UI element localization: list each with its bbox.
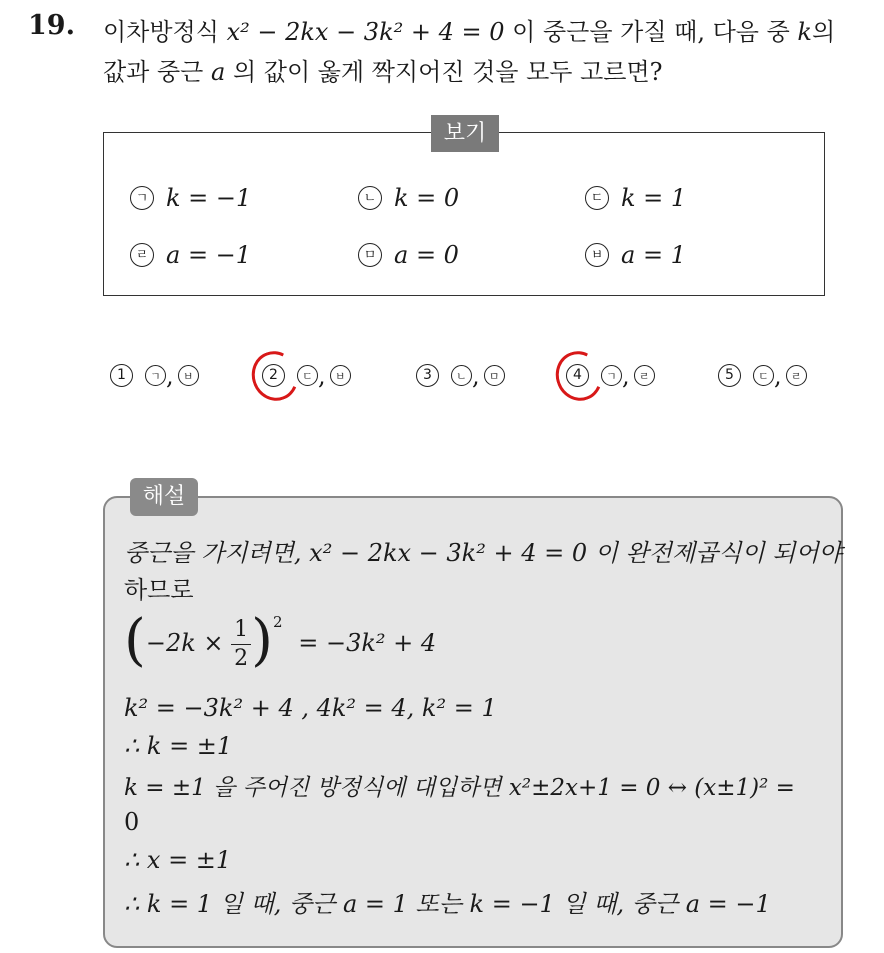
bogi-item-text: k = 1: [621, 184, 687, 212]
solution-line-9: ∴ k = 1 일 때, 중근 a = 1 또는 k = −1 일 때, 중근 a = −1: [124, 890, 771, 918]
solution-line-7: 0: [124, 808, 140, 836]
answer-choice-2[interactable]: 2 ㄷ , ㅂ: [262, 362, 351, 390]
solution-line-6: k = ±1 을 주어진 방정식에 대입하면 x²±2x+1 = 0 ↔ (x±1)² =: [124, 775, 795, 801]
fraction-numerator: 1: [231, 616, 251, 645]
answer-choice-1[interactable]: 1 ㄱ , ㅂ: [110, 362, 199, 390]
solution-line-1: 중근을 가지려면, x² − 2kx − 3k² + 4 = 0 이 완전제곱식이 되어야: [124, 539, 842, 567]
choice-number: 3: [416, 364, 439, 387]
bogi-item: [585, 241, 686, 269]
solution-expression: −2k ×: [145, 629, 224, 657]
choice-marker: ㅁ: [484, 365, 505, 386]
question-text: 의 값이 옳게 짝지어진 것을 모두 고르면?: [225, 58, 663, 86]
question-text: 의: [811, 18, 836, 46]
question-text: 이 중근을 가질 때, 다음 중: [504, 18, 798, 46]
choice-number: 4: [566, 364, 589, 387]
solution-line-4: k² = −3k² + 4 , 4k² = 4, k² = 1: [124, 694, 497, 722]
bogi-item: [358, 184, 459, 212]
choice-marker: ㄴ: [451, 365, 472, 386]
choice-marker: ㄱ: [145, 365, 166, 386]
question-text: 값과 중근: [103, 58, 211, 86]
choice-marker: ㅂ: [330, 365, 351, 386]
exponent: 2: [273, 613, 283, 631]
answer-choice-3[interactable]: 3 ㄴ , ㅁ: [416, 362, 505, 390]
bogi-item-text: k = −1: [166, 184, 252, 212]
bogi-marker: ㄴ: [358, 186, 382, 210]
bogi-item: [585, 184, 686, 212]
bogi-marker: ㅁ: [358, 243, 382, 267]
bogi-item-text: a = −1: [166, 241, 252, 269]
choice-number: 5: [718, 364, 741, 387]
choice-number: 2: [262, 364, 285, 387]
question-equation: x² − 2kx − 3k² + 4 = 0: [226, 18, 505, 46]
bogi-marker: ㄹ: [130, 243, 154, 267]
bogi-item-text: a = 0: [394, 241, 459, 269]
fraction-denominator: 2: [234, 646, 249, 671]
choice-marker: ㄱ: [601, 365, 622, 386]
answer-choice-5[interactable]: 5 ㄷ , ㄹ: [718, 362, 807, 390]
red-circle-mark: [245, 345, 305, 408]
solution-line-8: ∴ x = ±1: [124, 846, 232, 874]
bogi-title: 보기: [431, 115, 499, 152]
bogi-item: [358, 241, 459, 269]
choice-marker: ㅂ: [178, 365, 199, 386]
bogi-item: [130, 241, 251, 269]
solution-line-2: 하므로: [124, 576, 194, 604]
choice-marker: ㄷ: [297, 365, 318, 386]
bogi-item: [130, 184, 251, 212]
solution-rhs: = −3k² + 4: [298, 629, 437, 657]
question-variable-k: k: [797, 18, 812, 46]
solution-line-3: (−2k × $\frac{1}{2}$ )$^2$ = −3k² + 4: [124, 608, 437, 673]
bogi-box: [103, 132, 825, 296]
bogi-marker: ㅂ: [585, 243, 609, 267]
question-number: 19.: [28, 10, 75, 41]
question-line-2: [103, 52, 663, 87]
choice-marker: ㄷ: [753, 365, 774, 386]
choice-number: 1: [110, 364, 133, 387]
choice-marker: ㄹ: [786, 365, 807, 386]
bogi-item-text: a = 1: [621, 241, 686, 269]
bogi-item-text: k = 0: [394, 184, 460, 212]
solution-title: 해설: [130, 478, 198, 516]
solution-line-5: ∴ k = ±1: [124, 732, 233, 760]
question-variable-a: a: [211, 58, 226, 86]
red-circle-mark: [549, 345, 609, 408]
bogi-marker: ㄷ: [585, 186, 609, 210]
bogi-marker: ㄱ: [130, 186, 154, 210]
choice-marker: ㄹ: [634, 365, 655, 386]
question-line-1: [103, 12, 835, 47]
fraction: [231, 616, 251, 673]
answer-choice-4[interactable]: 4 ㄱ , ㄹ: [566, 362, 655, 390]
question-text: 이차방정식: [103, 18, 227, 46]
